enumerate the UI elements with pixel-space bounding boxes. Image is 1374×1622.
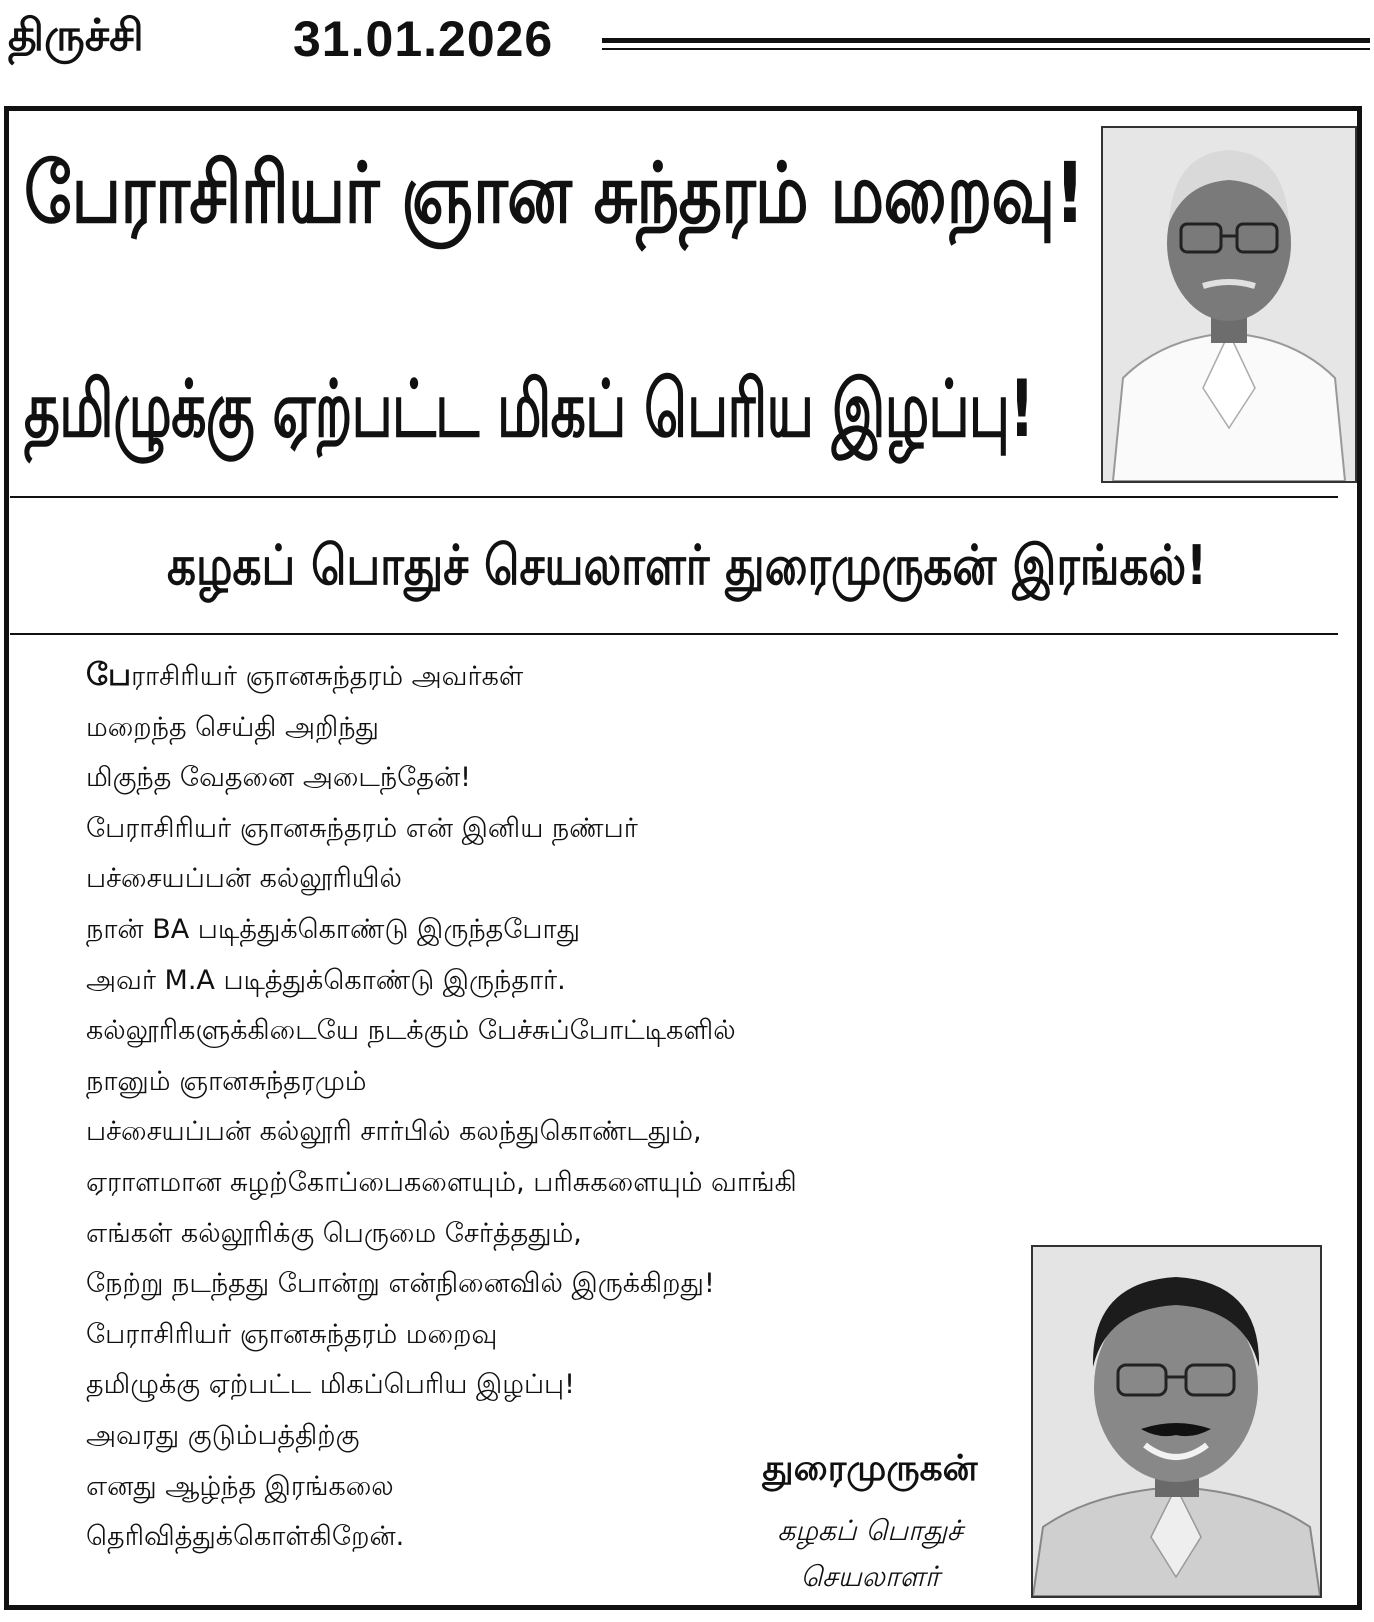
message-line: தெரிவித்துக்கொள்கிறேன்.	[86, 1521, 405, 1553]
signatory-title-line-1: கழகப் பொதுச்	[777, 1514, 963, 1547]
publication-date: 31.01.2026	[293, 11, 554, 67]
condolence-subheadline: கழகப் பொதுச் செயலாளர் துரைமுருகன் இரங்கல்!	[167, 535, 1207, 598]
header-rule-thin	[602, 48, 1370, 50]
message-line: மிகுந்த வேதனை அடைந்தேன்!	[86, 762, 471, 794]
message-line	[86, 650, 1006, 703]
professor-portrait-photo	[1101, 126, 1357, 483]
message-line: எங்கள் கல்லூரிக்கு பெருமை சேர்த்ததும்,	[86, 1217, 582, 1249]
newspaper-header	[0, 0, 1374, 92]
signatory-title	[730, 1508, 1010, 1600]
message-line: அவர் M.A படித்துக்கொண்டு இருந்தார்.	[86, 964, 566, 996]
signatory-portrait-image	[1033, 1247, 1320, 1596]
message-line: நானும் ஞானசுந்தரமும்	[86, 1065, 367, 1097]
message-line: நேற்று நடந்தது போன்று என்நினைவில் இருக்கிறது!	[86, 1268, 715, 1300]
professor-portrait-image	[1103, 128, 1355, 481]
headline-line-1: பேராசிரியர் ஞான சுந்தரம் மறைவு!	[24, 145, 1085, 243]
message-line: பச்சையப்பன் கல்லூரி சார்பில் கலந்துகொண்டதும்,	[86, 1116, 702, 1148]
message-line: பச்சையப்பன் கல்லூரியில்	[86, 863, 402, 895]
message-line: நான் BA படித்துக்கொண்டு இருந்தபோது	[86, 913, 581, 945]
header-rule	[602, 38, 1370, 43]
headline-line-2: தமிழுக்கு ஏற்பட்ட மிகப் பெரிய இழப்பு!	[24, 363, 1034, 455]
message-line: கல்லூரிகளுக்கிடையே நடக்கும் பேச்சுப்போட்டிகளில்	[86, 1015, 736, 1047]
condolence-message	[86, 650, 1006, 1563]
message-line: எனது ஆழ்ந்த இரங்கலை	[86, 1470, 394, 1502]
section-divider-top	[10, 496, 1338, 498]
signatory-title-line-2: செயலாளர்	[800, 1560, 940, 1593]
message-line: பேராசிரியர் ஞானசுந்தரம் மறைவு	[86, 1318, 498, 1350]
first-line-text: ராசிரியர் ஞானசுந்தரம் அவர்கள்	[131, 661, 524, 692]
section-divider-bottom	[10, 633, 1338, 635]
message-line: ஏராளமான சுழற்கோப்பைகளையும், பரிசுகளையும் வாங்கி	[86, 1166, 797, 1198]
signatory-name: துரைமுருகன்	[762, 1448, 978, 1489]
message-line: அவரது குடும்பத்திற்கு	[86, 1419, 360, 1451]
message-line: பேராசிரியர் ஞானசுந்தரம் என் இனிய நண்பர்	[86, 812, 638, 844]
lead-letter: பே	[86, 657, 132, 693]
city-name: திருச்சி	[8, 10, 144, 61]
signatory-portrait-photo	[1031, 1245, 1322, 1598]
message-line: தமிழுக்கு ஏற்பட்ட மிகப்பெரிய இழப்பு!	[86, 1369, 575, 1401]
message-line: மறைந்த செய்தி அறிந்து	[86, 711, 379, 743]
